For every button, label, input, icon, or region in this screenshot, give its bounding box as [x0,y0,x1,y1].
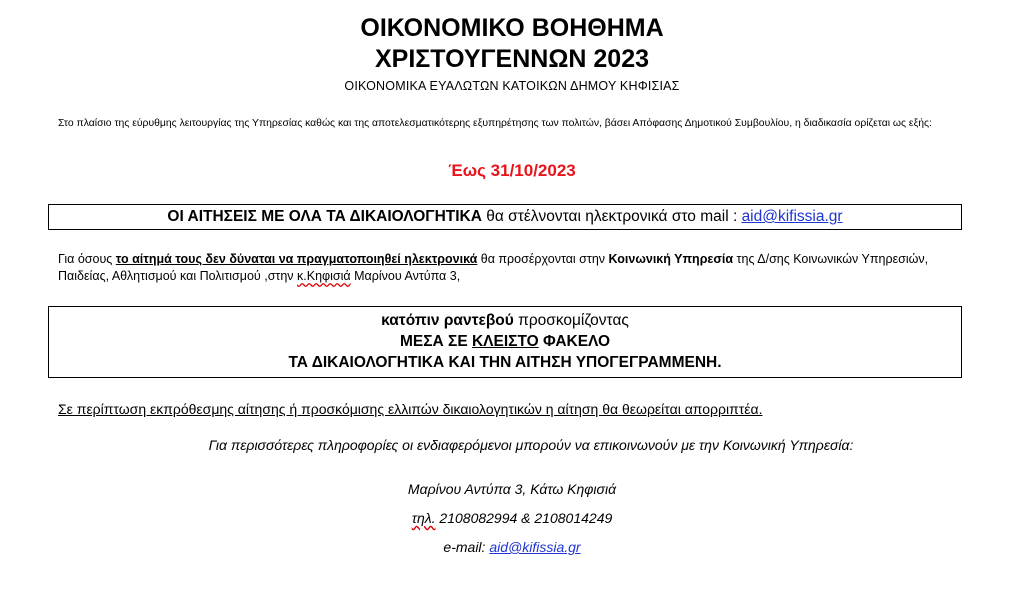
para2-part7: Μαρίνου Αντύπα 3, [350,269,461,283]
para2-part3: θα προσέρχονται στην [477,252,609,266]
kifisia-spellcheck-word: κ.Κηφισιά [297,269,351,283]
email-label: e-mail: [443,539,490,555]
submission-normal-text: θα στέλνονται ηλεκτρονικά στο mail : [481,208,742,225]
contact-address: Μαρίνου Αντύπα 3, Κάτω Κηφισιά [407,481,617,497]
envelope-line-1 [49,310,961,331]
envelope-line-2a: ΜΕΣΑ ΣΕ [399,333,472,350]
appointment-bold: κατόπιν ραντεβού [381,312,514,329]
deadline-text: Έως 31/10/2023 [448,161,576,180]
subtitle: ΟΙΚΟΝΟΜΙΚΑ ΕΥΑΛΩΤΩΝ ΚΑΤΟΙΚΩΝ ΔΗΜΟΥ ΚΗΦΙΣΙΑΣ [344,79,680,93]
contact-info-text: Για περισσότερες πληροφορίες οι ενδιαφερόμενοι μπορούν να επικοινωνούν με την Κοινωνική Υπηρεσία: [208,437,854,453]
appointment-normal: προσκομίζοντας [513,312,629,329]
para2-part5: της Δ/σης Κοινωνικών Υπηρεσιών, Παιδείας, Αθλητισμού και Πολιτισμού ,στην [58,252,929,283]
para2-bold-underlined: το αίτημά τους δεν δύναται να πραγματοποιηθεί ηλεκτρονικά [115,252,478,266]
intro-paragraph: Στο πλαίσιο της εύρυθμης λειτουργίας της Υπηρεσίας καθώς και της αποτελεσματικότερης εξυπηρέτησης των πολιτών, βάσει Απόφασης Δημοτικού Συμβουλίου, η διαδικασία ορίζεται ως εξής: [58,118,932,129]
submission-box [48,204,962,230]
envelope-line-2b: ΦΑΚΕΛΟ [538,333,611,350]
contact-email-link[interactable]: aid@kifissia.gr [489,539,581,555]
in-person-paragraph [58,251,968,285]
para2-part1: Για όσους [58,252,116,266]
envelope-line-2 [49,331,961,352]
closed-underlined: ΚΛΕΙΣΤΟ [471,333,539,350]
envelope-box [48,306,962,378]
phone-label: τηλ. [411,510,436,526]
warning-text: Σε περίπτωση εκπρόθεσμης αίτησης ή προσκόμισης ελλιπών δικαιολογητικών η αίτηση θα θεωρείται απορριπτέα. [58,401,763,417]
social-service-bold: Κοινωνική Υπηρεσία [608,252,734,266]
envelope-line-3: ΤΑ ΔΙΚΑΙΟΛΟΓΗΤΙΚΑ ΚΑΙ ΤΗΝ ΑΙΤΗΣΗ ΥΠΟΓΕΓΡΑΜΜΕΝΗ. [288,354,722,371]
contact-email [0,539,1024,555]
submission-bold-text: ΟΙ ΑΙΤΗΣΕΙΣ ΜΕ ΟΛΑ ΤΑ ΔΙΚΑΙΟΛΟΓΗΤΙΚΑ [167,208,482,225]
phone-numbers: 2108082994 & 2108014249 [435,510,613,526]
submission-email-link[interactable]: aid@kifissia.gr [741,208,843,225]
title-line-2: ΧΡΙΣΤΟΥΓΕΝΝΩΝ 2023 [374,45,649,73]
contact-phone [0,510,1024,526]
title-line-1: ΟΙΚΟΝΟΜΙΚΟ ΒΟΗΘΗΜΑ [360,14,664,42]
